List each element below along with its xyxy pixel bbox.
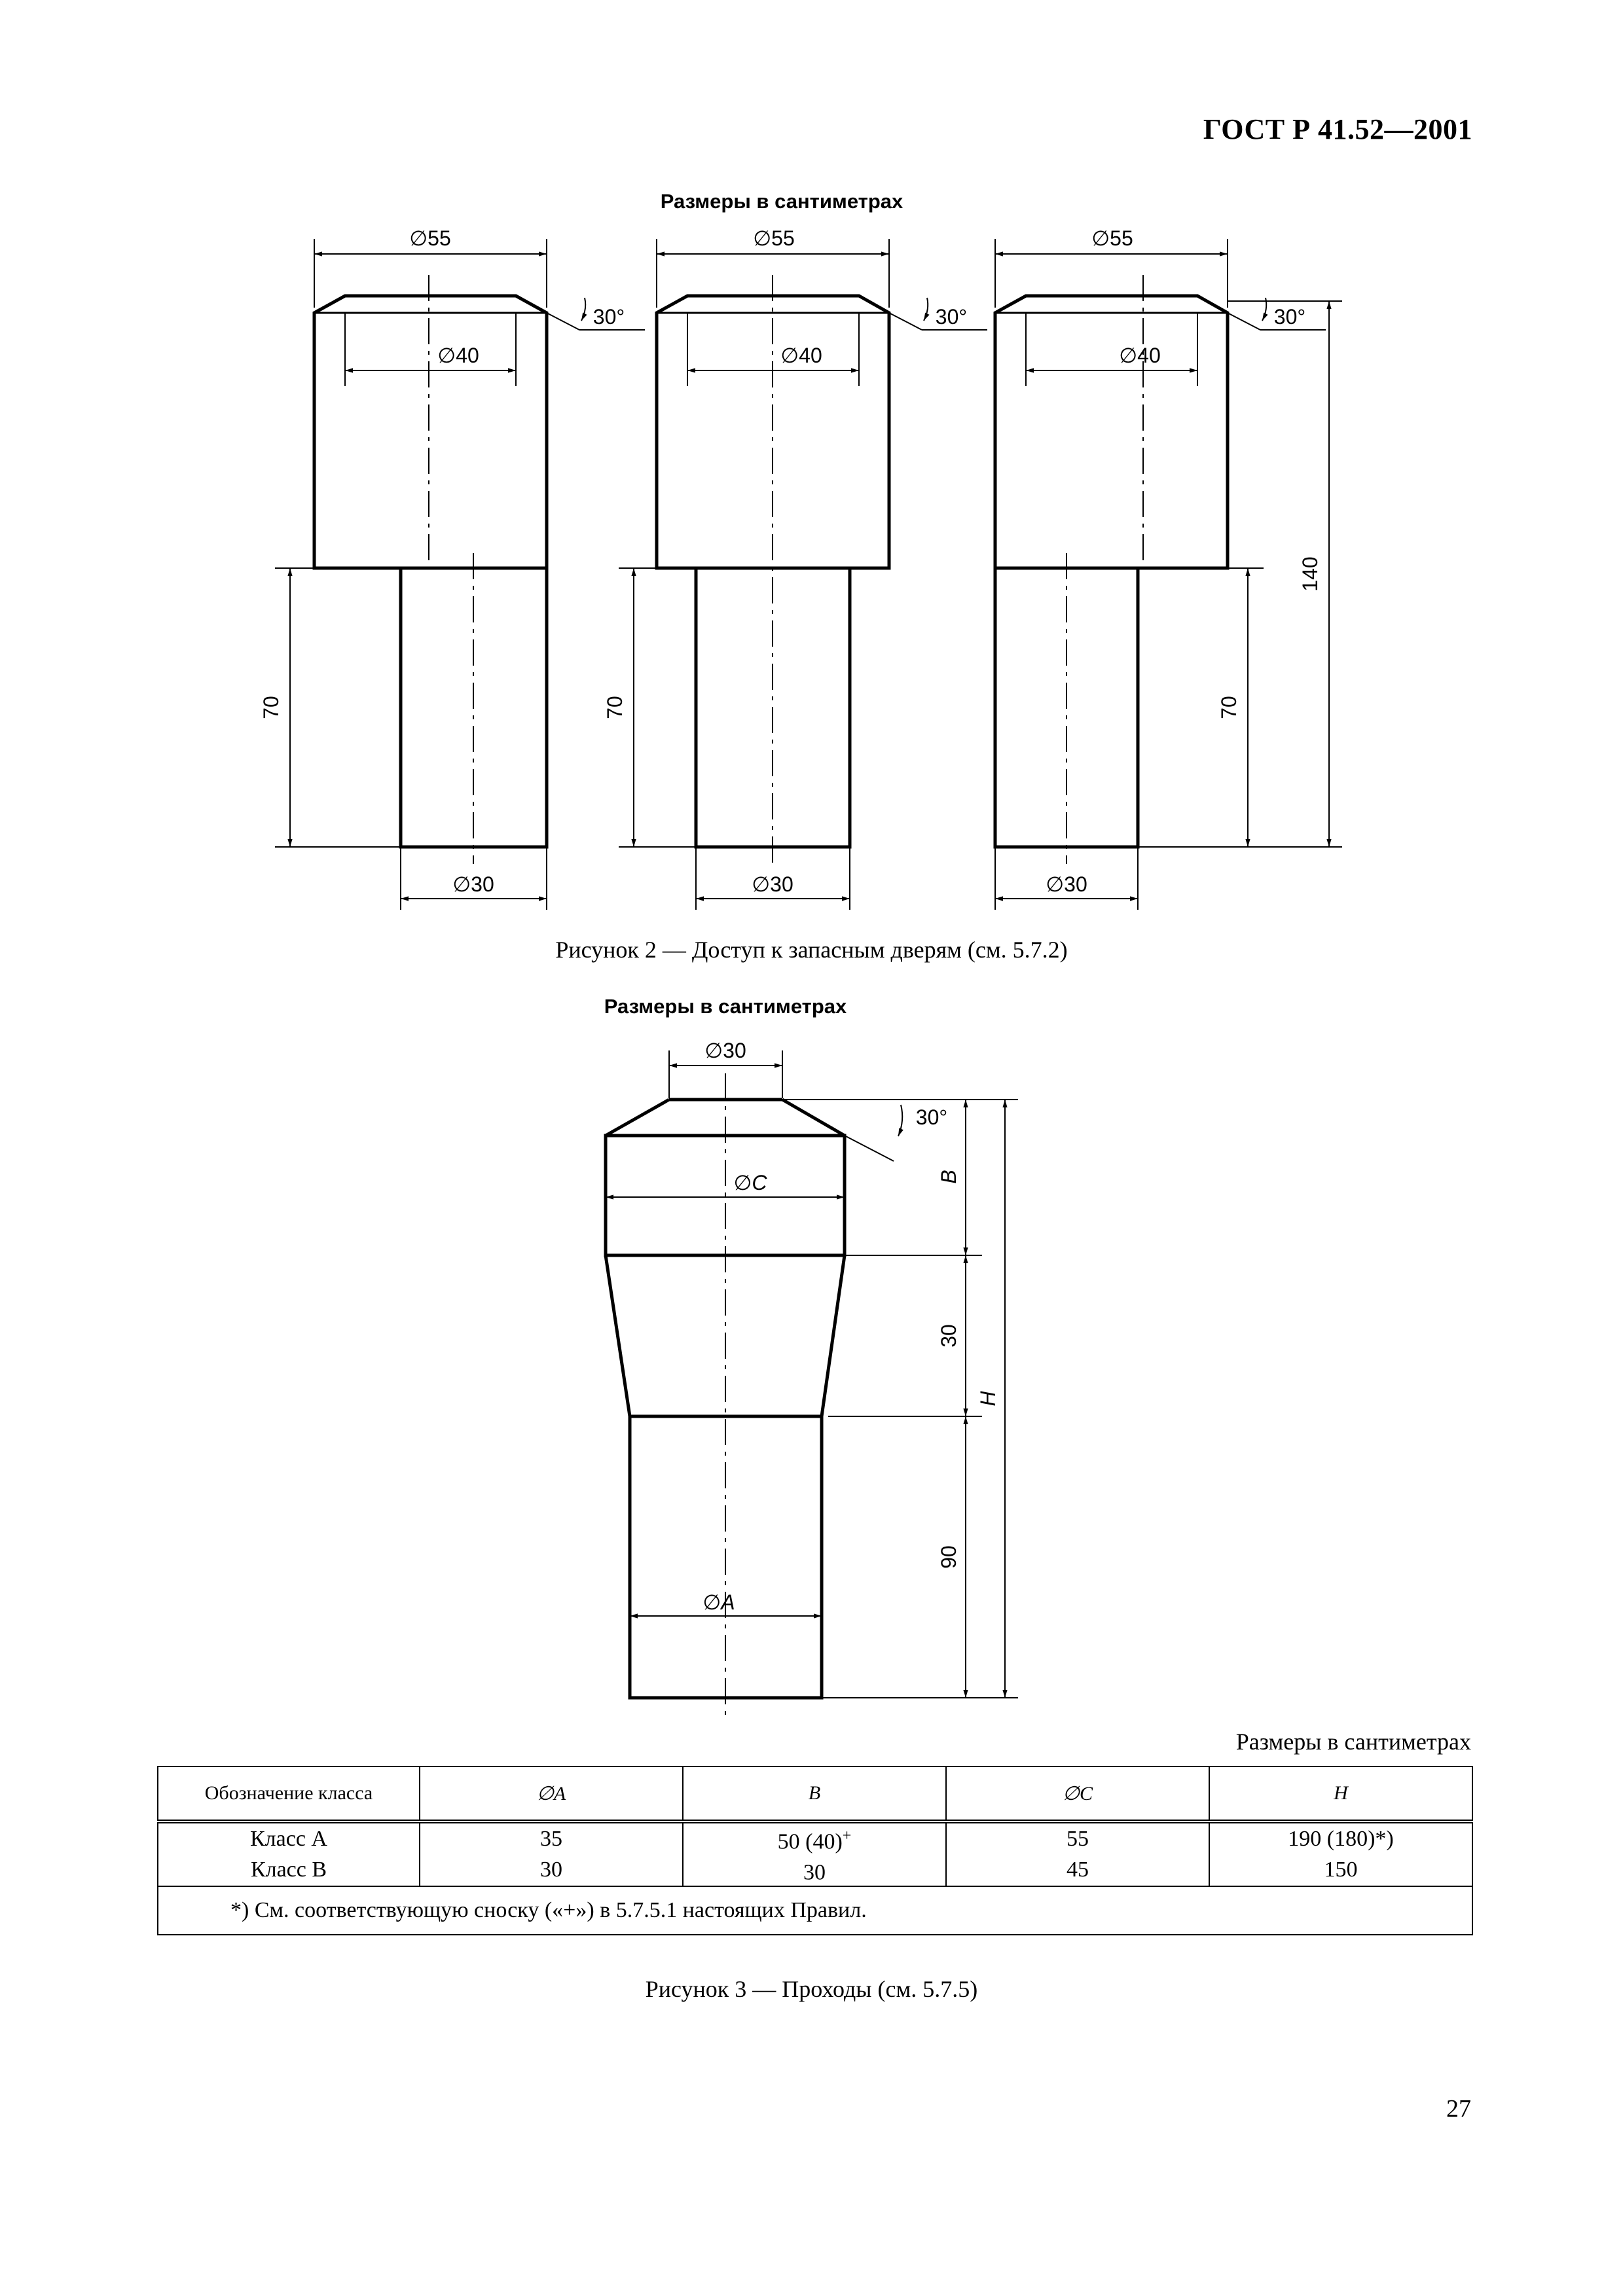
passage-diameter-a: ∅A: [702, 1590, 735, 1614]
t3-top-diameter: ∅55: [1091, 226, 1133, 250]
header-h: H: [1209, 1767, 1472, 1821]
row-c: 55: [946, 1821, 1209, 1854]
header-b: B: [683, 1767, 946, 1821]
table-footnote: *) См. соответствующую сноску («+») в 5.7.5.1 настоящих Правил.: [158, 1886, 1472, 1935]
row-b: 30: [683, 1854, 946, 1886]
passage-template: [606, 1050, 1018, 1721]
t3-lower-height: 70: [1217, 696, 1241, 719]
t2-top-diameter: ∅55: [753, 226, 795, 250]
row-b: 50 (40)+: [683, 1821, 946, 1854]
passage-dim-90: 90: [937, 1545, 960, 1569]
page-number: 27: [1446, 2095, 1471, 2123]
figure-2-units-label: Размеры в сантиметрах: [660, 190, 903, 213]
row-a: 30: [420, 1854, 683, 1886]
table-row: [158, 1854, 1472, 1886]
passage-class-table: [157, 1766, 1473, 1935]
table-footnote-row: [158, 1886, 1472, 1935]
passage-top-diameter: ∅30: [704, 1039, 746, 1062]
header-a: ∅A: [420, 1767, 683, 1821]
row-b-superscript: +: [842, 1827, 852, 1844]
t1-lower-height: 70: [259, 696, 283, 719]
row-class: Класс В: [158, 1854, 420, 1886]
t3-bottom-diameter: ∅30: [1046, 872, 1087, 896]
table-units-note: Размеры в сантиметрах: [1235, 1729, 1471, 1755]
row-h: 150: [1209, 1854, 1472, 1886]
passage-dim-30: 30: [937, 1324, 960, 1348]
row-class: Класс А: [158, 1821, 420, 1854]
t1-angle: 30°: [593, 305, 625, 329]
document-code: ГОСТ Р 41.52—2001: [1203, 113, 1472, 145]
figure-2-caption: Рисунок 2 — Доступ к запасным дверям (см. 5.7.2): [555, 937, 1068, 963]
t2-inner-diameter: ∅40: [780, 344, 822, 367]
figure-3-units-label: Размеры в сантиметрах: [604, 995, 847, 1018]
passage-dim-h: H: [976, 1391, 1000, 1407]
row-h: 190 (180)*): [1209, 1821, 1472, 1854]
figure-3-caption: Рисунок 3 — Проходы (см. 5.7.5): [645, 1976, 978, 2002]
figure-3-drawing: [0, 982, 1623, 1734]
passage-angle: 30°: [915, 1105, 948, 1129]
t1-inner-diameter: ∅40: [437, 344, 479, 367]
row-a: 35: [420, 1821, 683, 1854]
t1-top-diameter: ∅55: [409, 226, 451, 250]
t3-angle: 30°: [1273, 305, 1306, 329]
passage-diameter-c: ∅C: [733, 1171, 767, 1194]
t1-bottom-diameter: ∅30: [452, 872, 494, 896]
t3-inner-diameter: ∅40: [1119, 344, 1161, 367]
row-c: 45: [946, 1854, 1209, 1886]
passage-dim-b: B: [937, 1170, 960, 1184]
t3-total-height: 140: [1298, 556, 1322, 592]
t2-lower-height: 70: [603, 696, 627, 719]
header-class: Обозначение класса: [158, 1767, 420, 1821]
template-1: [275, 239, 645, 910]
figure-2-drawing: [0, 0, 1623, 982]
t2-angle: 30°: [935, 305, 968, 329]
t2-bottom-diameter: ∅30: [752, 872, 793, 896]
template-2: [619, 239, 987, 910]
template-3: [995, 239, 1342, 910]
table-row: [158, 1821, 1472, 1854]
header-c: ∅C: [946, 1767, 1209, 1821]
